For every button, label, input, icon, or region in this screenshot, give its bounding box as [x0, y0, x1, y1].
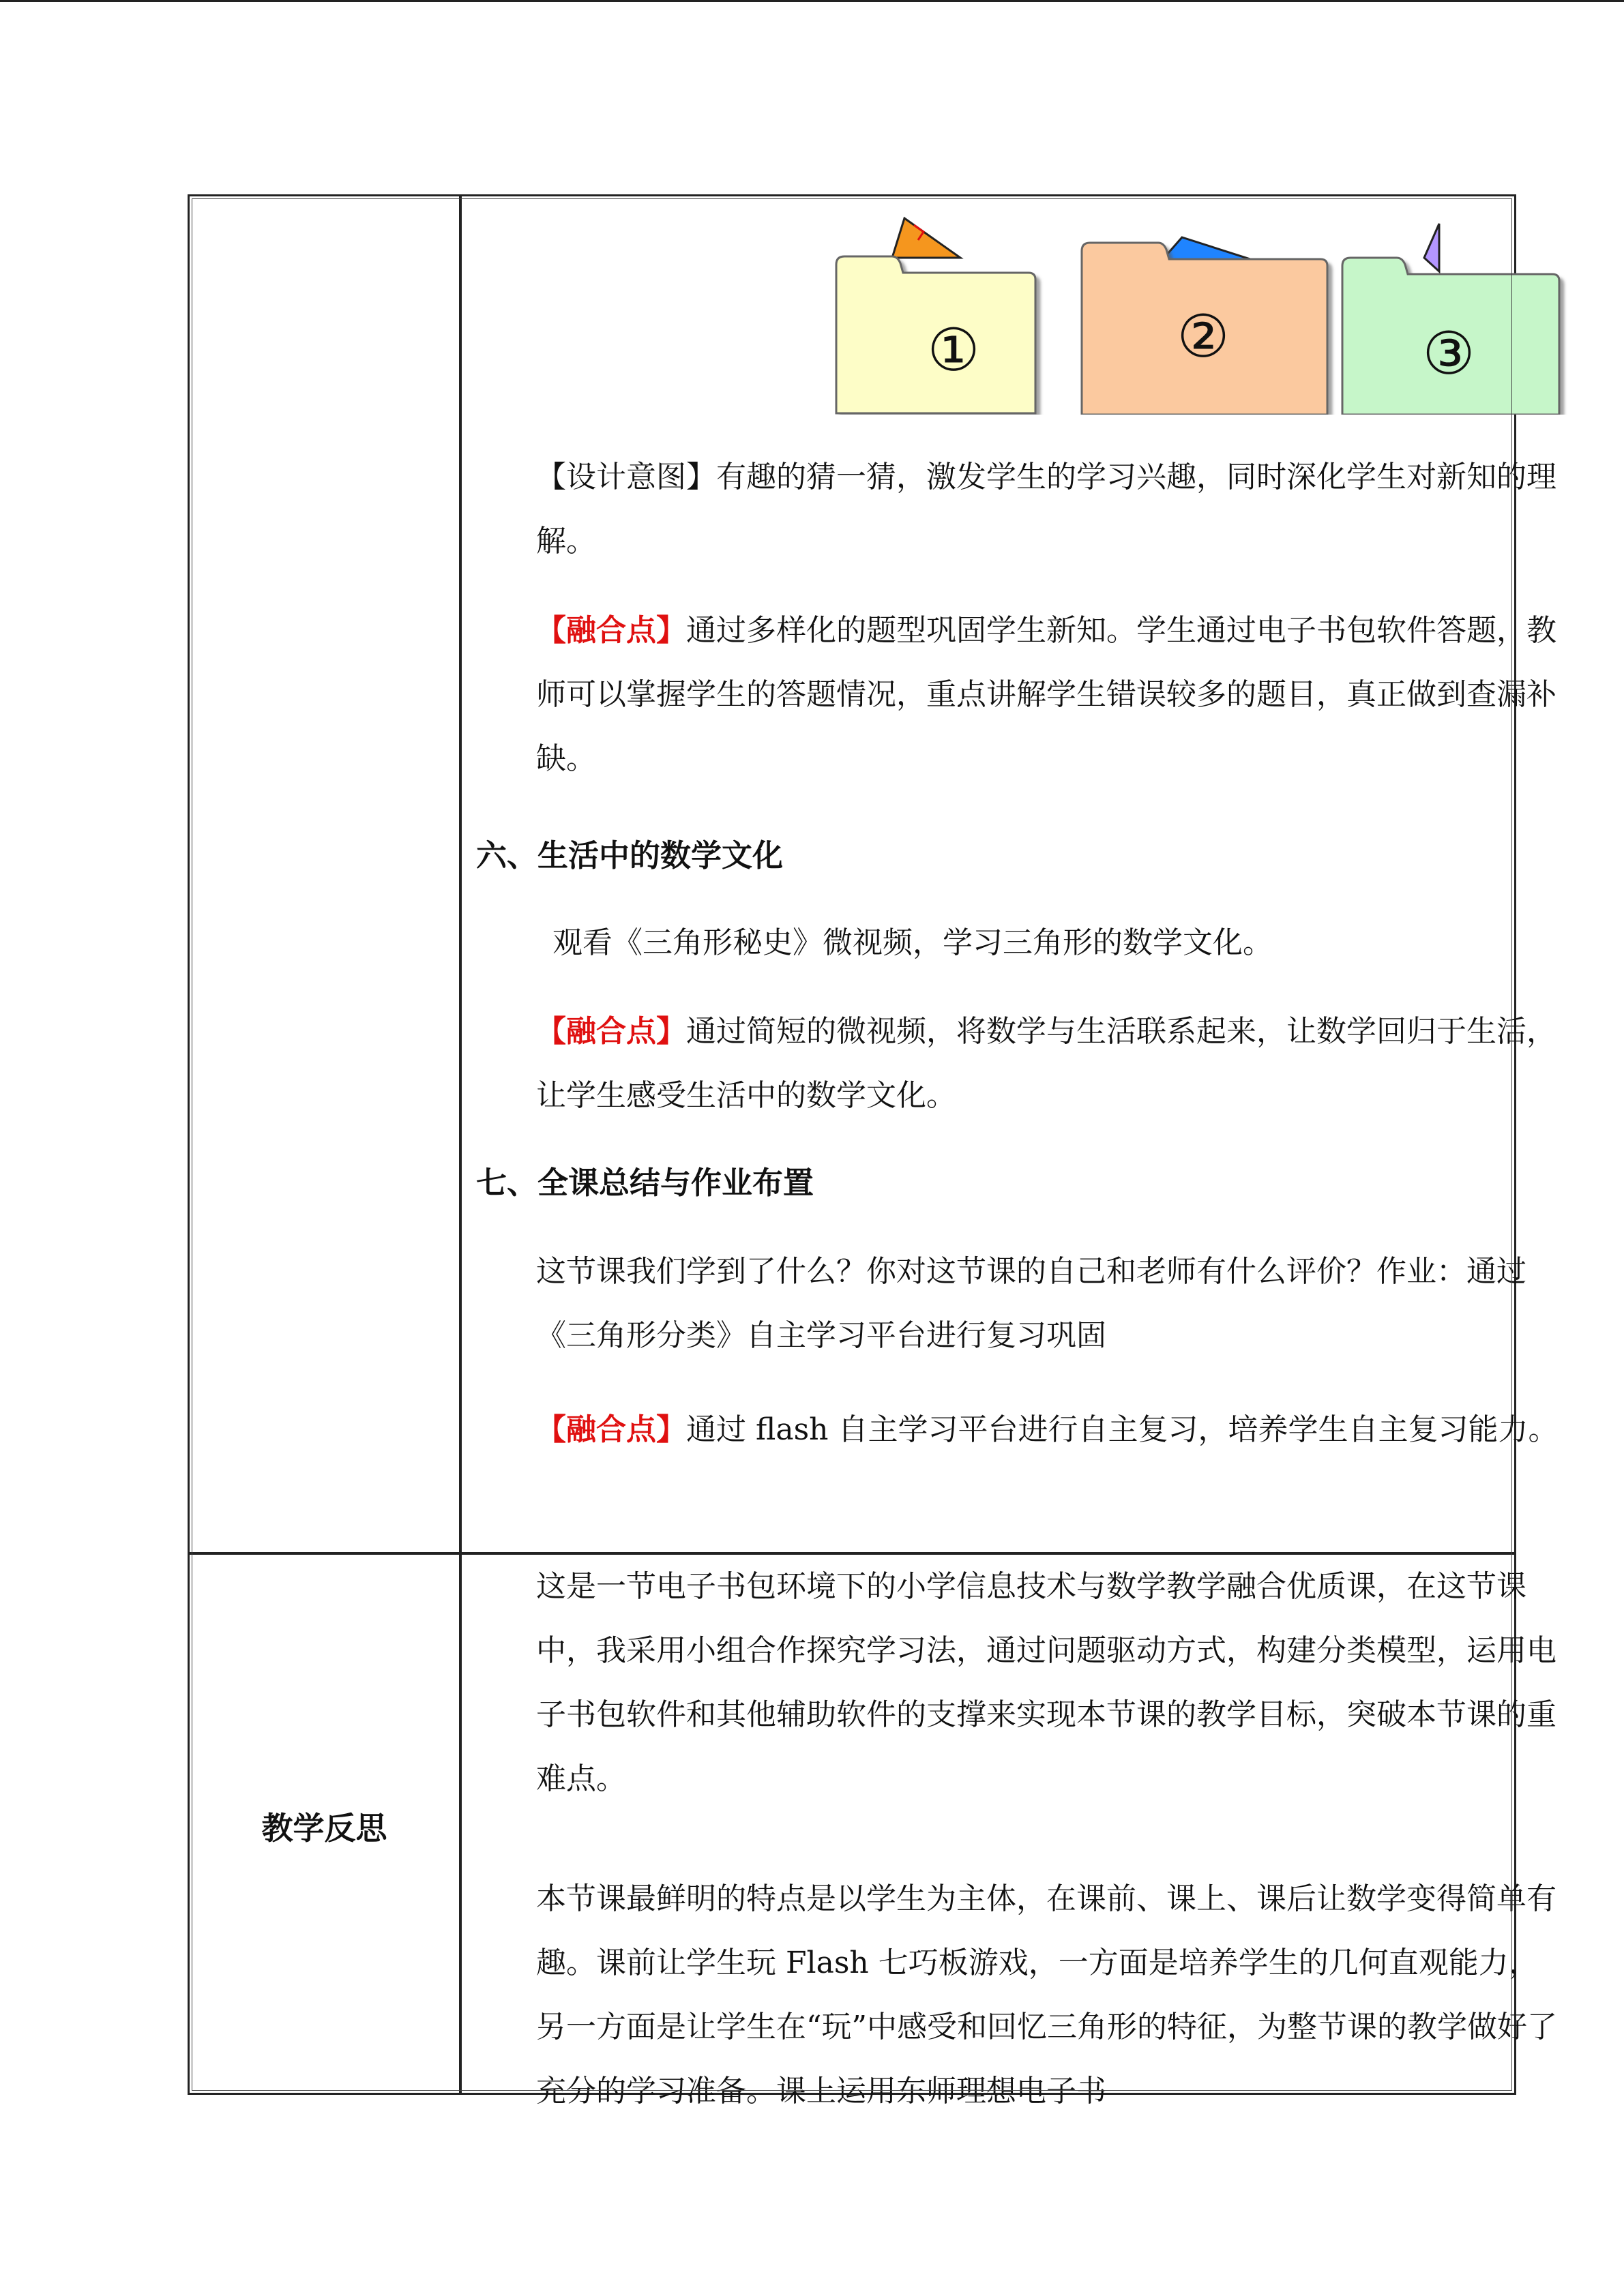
design-intent-paragraph	[476, 445, 1566, 573]
column-divider	[459, 196, 462, 2093]
fusion-point-tag: 【融合点】	[536, 1014, 686, 1049]
fusion-point-paragraph-1	[476, 599, 1566, 791]
fusion-point-paragraph-2	[476, 1000, 1566, 1128]
orange-triangle	[892, 218, 960, 258]
lesson-plan-table	[188, 194, 1559, 2108]
row-divider	[190, 1552, 1514, 1555]
section-seven-heading: 七、全课总结与作业布置	[476, 1165, 814, 1201]
design-intent-text: 有趣的猜一猜，激发学生的学习兴趣，同时深化学生对新知的理解。	[536, 460, 1556, 558]
page-top-border	[0, 0, 1624, 2]
fusion-point-tag: 【融合点】	[536, 613, 686, 648]
summary-paragraph: 这节课我们学到了什么？你对这节课的自己和老师有什么评价？作业：通过《三角形分类》自主学习平台进行复习巩固	[536, 1254, 1526, 1353]
folder-3	[1342, 258, 1559, 415]
fusion-point-text: 通过 flash 自主学习平台进行自主复习，培养学生自主复习能力。	[686, 1412, 1559, 1447]
section-six-heading: 六、生活中的数学文化	[476, 837, 784, 874]
folder-3-label: ③	[1422, 320, 1475, 388]
right-angle-mark	[914, 225, 924, 240]
purple-triangle	[1424, 224, 1439, 271]
triangle-folders-figure	[640, 210, 1567, 415]
fusion-point-tag: 【融合点】	[536, 1412, 686, 1447]
reflection-paragraph-2: 本节课最鲜明的特点是以学生为主体，在课前、课上、课后让数学变得简单有趣。课前让学生玩 Flash 七巧板游戏，一方面是培养学生的几何直观能力，另一方面是让学生在“玩”中感受和回忆三角形的特征，为整节课的教学做好了充分的学习准备。课上运用东师理想电子书	[536, 1881, 1557, 2108]
folder-2	[1082, 243, 1327, 415]
fusion-point-text: 通过简短的微视频，将数学与生活联系起来，让数学回归于生活，让学生感受生活中的数学文化。	[536, 1014, 1556, 1113]
fusion-point-paragraph-3	[476, 1398, 1566, 1462]
fusion-point-text: 通过多样化的题型巩固学生新知。学生通过电子书包软件答题，教师可以掌握学生的答题情况，重点讲解学生错误较多的题目，真正做到查漏补缺。	[536, 613, 1556, 776]
design-intent-tag: 【设计意图】	[536, 460, 716, 494]
reflection-paragraph-1: 这是一节电子书包环境下的小学信息技术与数学教学融合优质课，在这节课中，我采用小组合作探究学习法，通过问题驱动方式，构建分类模型，运用电子书包软件和其他辅助软件的支撑来实现本节课的教学目标，突破本节课的重难点。	[536, 1569, 1556, 1796]
folder-2-label: ②	[1177, 303, 1230, 371]
folder-1	[836, 256, 1035, 413]
reflection-label: 教学反思	[261, 1809, 387, 1847]
video-paragraph: 观看《三角形秘史》微视频，学习三角形的数学文化。	[552, 925, 1273, 960]
folder-1-label: ①	[927, 316, 980, 385]
blue-triangle	[1158, 237, 1267, 265]
